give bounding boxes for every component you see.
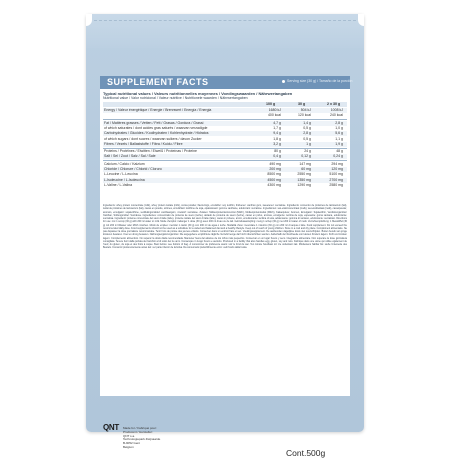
nutrient-value: 147 mg [299, 161, 311, 166]
nutrient-value: 4,7 g [273, 120, 281, 125]
address-line: Made for / Fabriqué pour: [123, 426, 157, 430]
nutrient-value: 5100 mg [329, 172, 343, 177]
bullet-icon [282, 80, 285, 83]
nutrition-row [103, 131, 347, 136]
nutrient-label: Energy / Valeur énergétique / Energie / Brennwert / Energía / Energia [104, 108, 212, 112]
serving-note-text: Serving size (30 g) / Tamaño de la porción [287, 79, 353, 83]
column-header: 2 x 30 g [327, 102, 341, 106]
nutrient-label: L-Isoleucine / L-Isoleucina [104, 177, 145, 182]
nutrient-value: 3,2 g [273, 141, 281, 146]
address-line: B-9052 Gent [123, 441, 141, 446]
nutrient-value: 2580 mg [329, 182, 343, 187]
nutrition-row [103, 108, 347, 113]
nutrient-value: 2700 mg [329, 177, 343, 182]
nutrient-value: 1,4 g [303, 120, 311, 125]
column-header: 100 g [266, 102, 276, 106]
nutrient-value: 48 g [336, 149, 343, 154]
nutrient-value: 1 g [306, 141, 311, 146]
nutrient-value: 504 kJ [300, 108, 311, 112]
nutrient-label: L-Valine / L-Valina [104, 182, 133, 187]
nutrition-row [103, 154, 347, 159]
nutrition-row [103, 142, 347, 147]
nutrient-value: 2,8 g [335, 120, 343, 125]
nutrition-row [103, 178, 347, 183]
serving-note [282, 79, 353, 83]
supplement-facts-header [100, 76, 353, 89]
nutrition-row [103, 162, 347, 167]
nutrient-value: 2,8 g [303, 131, 311, 136]
nutrient-value: 120 kcal [297, 113, 311, 118]
manufacturer-address [123, 427, 213, 450]
subheading-line-2: Nutritional value / Valor nutricional / Valeur nutritive / Nutritionele waarden / Nährwertangaben [103, 96, 248, 101]
nutrient-value: 1,8 g [273, 136, 281, 141]
nutrition-row [103, 113, 347, 118]
subheading-line-1: Typical nutritional values / Valeurs nutritionnelles moyennes / Voedingswaarden / Nährwertangaben [103, 91, 293, 96]
nutrition-row [103, 167, 347, 172]
nutrition-row [103, 137, 347, 142]
nutrient-value: 1680 kJ [268, 108, 281, 112]
qnt-logo: QNT [103, 423, 119, 432]
nutrient-label: Fibres / Vezels / Ballaststoffe / Fibra / Kuidu / Fibre [104, 141, 183, 146]
net-weight: Cont.500g [286, 448, 326, 458]
nutrient-value: 240 kcal [329, 113, 343, 118]
nutrient-value: 5,6 g [335, 131, 343, 136]
nutrition-row [103, 121, 347, 126]
nutrient-value: 200 mg [269, 167, 281, 171]
tear-notch-right [358, 14, 364, 26]
nutrition-row [103, 126, 347, 131]
nutrient-value: 1,1 g [335, 136, 343, 141]
nutrient-value: 294 mg [331, 161, 343, 166]
nutrient-value: 490 mg [269, 161, 281, 166]
nutrient-value: 0,5 g [303, 136, 311, 141]
supplement-facts-title: SUPPLEMENT FACTS [107, 77, 209, 87]
nutrient-label: Proteins / Protéines / Eiwitten / Eiweiß / Proteínas / Proteine [104, 149, 197, 154]
column-header: 30 g [298, 102, 306, 106]
ingredients-and-directions [103, 204, 347, 426]
nutrient-value: 80 g [274, 149, 281, 154]
nutrient-label: Chloride / Chlorure / Chlorid / Cloruro [104, 167, 162, 171]
nutrient-value: 4500 mg [267, 177, 281, 182]
nutrient-value: 1350 mg [297, 177, 311, 182]
top-seal [86, 14, 364, 48]
nutrient-value: 0,5 g [303, 125, 311, 130]
nutrient-value: 120 mg [331, 167, 343, 171]
nutrition-row [103, 183, 347, 188]
nutrition-row [103, 172, 347, 177]
nutrient-value: 0,4 g [273, 154, 281, 159]
nutrient-value: 2550 mg [297, 172, 311, 177]
nutrient-label: L-Leucine / L-Leucina [104, 172, 138, 177]
nutrition-subheading [103, 92, 347, 100]
nutrient-label: of which saturates / dont acides gras saturés / waarvan verzadigde [104, 125, 208, 130]
nutrient-value: 9,4 g [273, 131, 281, 136]
nutrient-value: 1,0 g [335, 125, 343, 130]
nutrient-label: Salt / Sel / Zout / Salz / Sal / Sale [104, 154, 156, 159]
nutrient-value: 1,7 g [273, 125, 281, 130]
column-headers [103, 102, 347, 107]
label-panel [100, 76, 353, 458]
nutrient-value: 0,24 g [333, 154, 343, 159]
nutrient-value: 4300 mg [267, 182, 281, 187]
nutrient-value: 1008 kJ [330, 108, 343, 112]
nutrient-value: 24 g [304, 149, 311, 154]
address-line: Belgium [123, 444, 134, 449]
nutrient-value: 1290 mg [297, 182, 311, 187]
nutrient-label: of which sugars / dont sucres / waarvan suikers / davon Zucker [104, 136, 202, 141]
body-paragraph: Ingredients: whey protein concentrate (milk), whey protein isolate (milk), cocoa powder, flavourings, emulsifier: soy lecithin, thickener: xanthan gum, sweetener: sucralose. Ingrédients: concentré de protéines de lactosérum (lait), isolat de protéines de lactosérum (lait), cacao en poudre, arômes, émulsifiant: lécithine de soja, épaississant: gomme xanthane, édulcorant: sucralose. Ingrediënten: wei-eiwitconcentraat (melk), wei-eiwitisolaat (melk), cacaopoeder, aroma's, emulgator: sojalecithine, verdikkingsmiddel: xanthaangom, zoetstof: sucralose. Zutaten: Molkenproteinkonzentrat (Milch), Molkenproteinisolat (Milch), Kakaopulver, Aromen, Emulgator: Sojalecithin, Verdickungsmittel: Xanthan, Süßungsmittel: Sucralose. Ingredientes: concentrado de proteína de suero (leche), aislado de proteína de suero (leche), cacao en polvo, aromas, emulgente: lecitina de soja, espesante: goma xantana, edulcorante: sucralosa. Ingredienti: proteine concentrate del siero di latte (latte), proteine isolate del siero di latte (latte), cacao in polvere, aromi, emulsionante: lecitina di soia, addensante: gomma di xantano, edulcorante: sucralosio. Directions for use: mix 1 scoop (30 g) with 200 ml water or milk. Mode d'emploi: mélanger 1 dose (30 g) avec 200 ml d'eau ou de lait. Gebruiksaanwijzing: meng 1 schep (30 g) met 200 ml water of melk. Verzehrempfehlung: 1 Messlöffel (30 g) mit 200 ml Wasser oder Milch mischen. Modo de empleo: mezclar 1 cacito (30 g) con 200 ml de agua o leche. Modalità d'uso: mescolare 1 misurino (30 g) con 200 ml di acqua o latte. Food supplement. Do not exceed the recommended daily dose. Food supplements should not be used as a substitute for a varied and balanced diet and a healthy lifestyle. Keep out of reach of young children. Store in a cool and dry place. Complément alimentaire. Ne pas dépasser la dose journalière recommandée. Tenir hors de portée des jeunes enfants. Conserver dans un endroit frais et sec. Voedingssupplement. De aanbevolen dagelijkse dosis niet overschrijden. Buiten bereik van jonge kinderen bewaren. Koel en droog bewaren. Nahrungsergänzungsmittel. Die angegebene empfohlene tägliche Verzehrmenge darf nicht überschritten werden. Außerhalb der Reichweite von kleinen Kindern lagern. Kühl und trocken lagern. Complemento alimenticio. No superar la dosis diaria recomendada. Mantener fuera del alcance de los niños más pequeños. Conservar en un lugar fresco y seco. Integratore alimentare. Non superare la dose giornaliera consigliata. Tenere fuori dalla portata dei bambini al di sotto dei tre anni. Conservare in luogo fresco e asciutto. Produced in a facility that also handles egg, gluten, soy and nuts. Fabriqué dans une usine qui utilise également de l'œuf, du gluten, du soja et des fruits à coque. Best before: see bottom of bag. À consommer de préférence avant: voir le fond du sac. Ten minste houdbaar tot: zie onderkant zak. Mindestens haltbar bis: siehe Unterseite des Beutels. Consumir preferentemente antes del: ver parte inferior de la bolsa. Da consumarsi preferibilmente entro: vedi fondo della busta. [103, 204, 347, 250]
nutrient-label: Carbohydrates / Glucides / Koolhydraten / Kohlenhydrate / Hidratos [104, 131, 209, 136]
nutrient-value: 0,12 g [301, 154, 311, 159]
address-line: QNT s.a. [123, 433, 135, 438]
nutrient-value: 1,9 g [335, 141, 343, 146]
tear-line [94, 20, 356, 21]
address-line: Producent / Hersteller: [123, 429, 153, 434]
address-line: Technologiepark Zwijnaarde [123, 437, 161, 442]
nutrient-label: Calcium / Calcio / Kalzium [104, 161, 145, 166]
nutrient-value: 60 mg [301, 167, 311, 171]
nutrient-label: Fat / Matières grasses / Vetten / Fett / Grasas / Gordura / Grassi [104, 120, 204, 125]
nutrient-value: 8500 mg [267, 172, 281, 177]
product-pouch [86, 14, 364, 458]
nutrition-row [103, 149, 347, 154]
nutrient-value: 400 kcal [267, 113, 281, 118]
